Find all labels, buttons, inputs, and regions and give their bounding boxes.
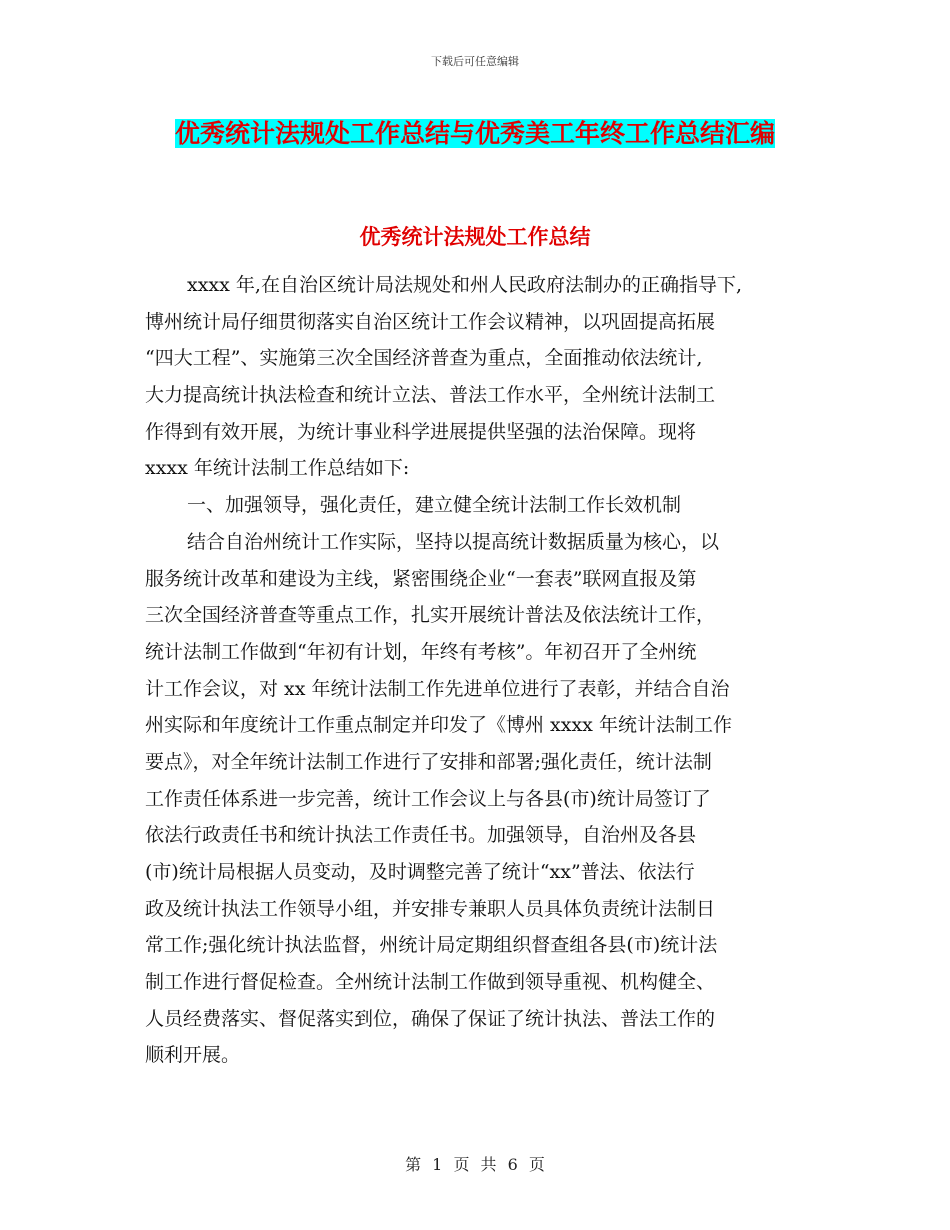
- document-title-text: 优秀统计法规处工作总结与优秀美工年终工作总结汇编: [174, 119, 775, 148]
- body-line: 制工作进行督促检查。全州统计法制工作做到领导重视、机构健全、: [145, 971, 716, 994]
- body-line: “四大工程”、实施第三次全国经济普查为重点，全面推动依法统计,: [145, 347, 703, 370]
- body-line: 博州统计局仔细贯彻落实自治区统计工作会议精神，以巩固提高拓展: [145, 310, 716, 333]
- body-line: 常工作;强化统计执法监督，州统计局定期组织督查组各县(市)统计法: [145, 934, 718, 957]
- header-note: 下载后可任意编辑: [431, 55, 519, 68]
- body-text: [145, 267, 835, 1074]
- subheading-line: 一、加强领导，强化责任，建立健全统计法制工作长效机制: [187, 494, 682, 517]
- body-line: 计工作会议，对 xx 年统计法制工作先进单位进行了表彰，并结合自治: [145, 677, 730, 700]
- body-line: 州实际和年度统计工作重点制定并印发了《博州 xxxx 年统计法制工作: [145, 714, 732, 737]
- body-line: xxxx 年统计法制工作总结如下:: [145, 457, 410, 480]
- body-line: 作得到有效开展，为统计事业科学进展提供坚强的法治保障。现将: [145, 420, 697, 443]
- body-line: 政及统计执法工作领导小组，并安排专兼职人员具体负责统计法制日: [145, 897, 716, 920]
- body-line: 统计法制工作做到“年初有计划，年终有考核”。年初召开了全州统: [145, 640, 697, 663]
- body-line: 工作责任体系进一步完善，统计工作会议上与各县(市)统计局签订了: [145, 787, 711, 810]
- body-line: 人员经费落实、督促落实到位，确保了保证了统计执法、普法工作的: [145, 1007, 716, 1030]
- body-line: 大力提高统计执法检查和统计立法、普法工作水平，全州统计法制工: [145, 384, 716, 407]
- section-title: 优秀统计法规处工作总结: [359, 225, 591, 249]
- body-line: 服务统计改革和建设为主线，紧密围绕企业“一套表”联网直报及第: [145, 567, 697, 590]
- body-line: xxxx 年,在自治区统计局法规处和州人民政府法制办的正确指导下,: [187, 274, 742, 296]
- body-line: 顺利开展。: [145, 1044, 241, 1067]
- document-title: [150, 112, 800, 155]
- page-footer: 第 1 页 共 6 页: [405, 1155, 545, 1174]
- body-line: 结合自治州统计工作实际，坚持以提高统计数据质量为核心，以: [187, 530, 720, 553]
- body-line: (市)统计局根据人员变动，及时调整完善了统计“xx”普法、依法行: [145, 861, 695, 883]
- body-line: 要点》，对全年统计法制工作进行了安排和部署;强化责任，统计法制: [145, 750, 712, 773]
- body-line: 三次全国经济普查等重点工作，扎实开展统计普法及依法统计工作，: [145, 604, 716, 627]
- body-line: 依法行政责任书和统计执法工作责任书。加强领导，自治州及各县: [145, 824, 697, 847]
